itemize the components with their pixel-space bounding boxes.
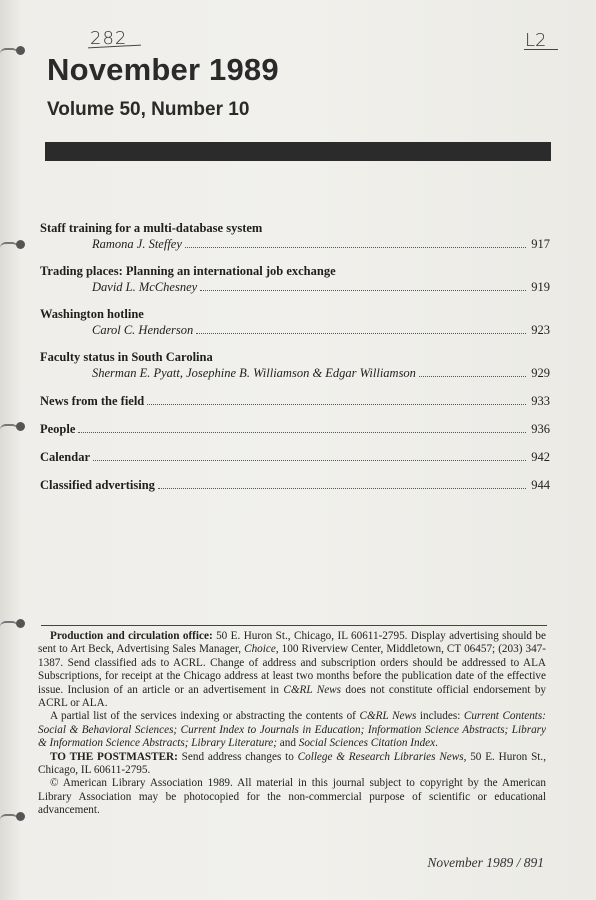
dot-leader	[185, 247, 526, 248]
handwritten-note-left: 282	[90, 28, 128, 49]
handwritten-note-right: L2	[525, 30, 547, 51]
issue-date-heading: November 1989	[47, 52, 279, 87]
toc-entry-title: News from the field	[40, 394, 145, 408]
postmaster-paragraph: TO THE POSTMASTER: Send address changes to College & Research Libraries News, 50 E. Huron St., Chicago, IL 60611-2795.	[38, 750, 547, 777]
dot-leader	[419, 376, 526, 377]
binder-ring	[0, 44, 26, 58]
toc-entry	[40, 349, 550, 381]
issue-volume-heading: Volume 50, Number 10	[47, 99, 250, 120]
toc-entry-page: 919	[531, 280, 550, 294]
toc-entry-page: 933	[531, 394, 550, 408]
toc-entry	[40, 477, 550, 493]
toc-entry-title: Classified advertising	[40, 478, 155, 492]
toc-entry-title: Washington hotline	[40, 307, 144, 321]
toc-entry	[40, 306, 550, 338]
indexing-paragraph: A partial list of the services indexing or abstracting the contents of C&RL News includes: Current Contents: Social & Behavioral Sciences; Current Index to Journals in Education; Information Science Abstracts; Library & Information Science Abstracts; Library Literature; and Social Sciences Citation Index.	[38, 710, 546, 750]
toc-entry-title: Calendar	[40, 450, 90, 464]
toc-entry-author: David L. McChesney	[92, 280, 198, 294]
toc-entry-title: Faculty status in South Carolina	[40, 350, 213, 364]
toc-entry-author: Carol C. Henderson	[92, 323, 194, 337]
toc-entry	[40, 263, 550, 295]
dot-leader	[147, 404, 526, 405]
binder-ring	[0, 617, 26, 631]
toc-entry	[40, 220, 550, 252]
toc-entry-page: 923	[531, 323, 550, 337]
toc-entry-page: 944	[531, 478, 550, 492]
page-folio: November 1989 / 891	[427, 855, 544, 870]
toc-entry-title: Staff training for a multi-database system	[40, 221, 263, 235]
toc-entry-author: Ramona J. Steffey	[92, 237, 182, 251]
dot-leader	[93, 460, 526, 461]
toc-entry	[40, 421, 550, 437]
production-paragraph: Production and circulation office: 50 E. Huron St., Chicago, IL 60611-2795. Display advertising should be sent to Art Beck, Advertising Sales Manager, Choice, 100 Riverview Center, Middletown, CT 06457; (203) 347-1387. Send classified ads to ACRL. Change of address and subscription orders should be addressed to ALA Subscriptions, for receipt at the Chicago address at least two months before the publication date of the effective issue. Inclusion of an article or an advertisement in C&RL News does not constitute official endorsement by ACRL or ALA.	[38, 630, 547, 710]
header-rule-bar	[45, 142, 551, 161]
dot-leader	[158, 488, 526, 489]
toc-entry-title: Trading places: Planning an international job exchange	[40, 264, 336, 278]
toc-entry-page: 929	[531, 366, 550, 380]
binder-ring	[0, 238, 26, 252]
toc-entry-page: 917	[531, 237, 550, 251]
dot-leader	[196, 333, 526, 334]
colophon	[38, 630, 546, 818]
toc-entry-title: People	[40, 422, 76, 436]
toc-entry-author: Sherman E. Pyatt, Josephine B. Williamson & Edgar Williamson	[92, 366, 416, 380]
toc-entry-page: 936	[531, 422, 550, 436]
toc-entry-page: 942	[531, 450, 550, 464]
dot-leader	[78, 432, 526, 433]
colophon-rule	[41, 625, 547, 626]
copyright-paragraph: © American Library Association 1989. All material in this journal subject to copyright by the American Library Association may be photocopied for the non-commercial purpose of scientific or educational advancement.	[38, 777, 546, 817]
dot-leader	[200, 290, 526, 291]
binder-ring	[0, 420, 26, 434]
table-of-contents	[40, 220, 550, 493]
toc-entry	[40, 393, 550, 409]
toc-entry	[40, 449, 550, 465]
binder-ring	[0, 810, 26, 824]
